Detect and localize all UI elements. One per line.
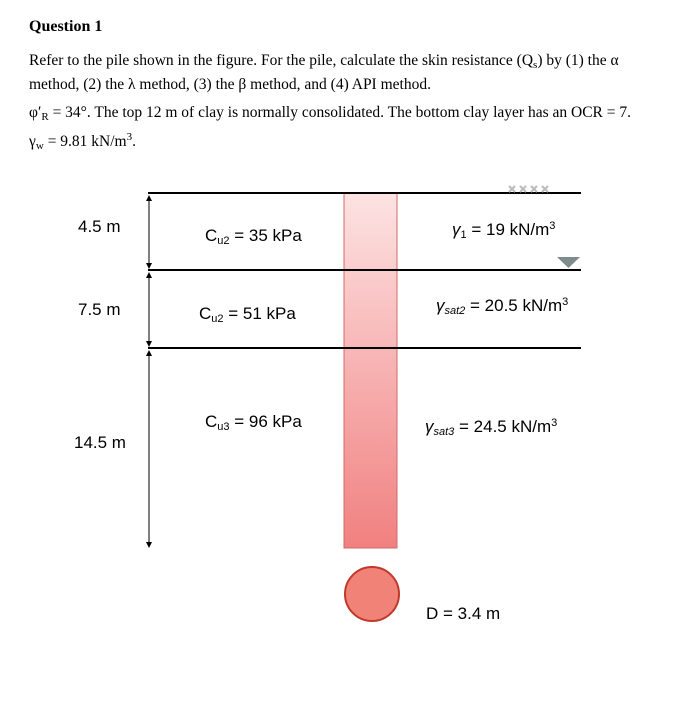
friction-angle-text: = 34°. The top 12 m of clay is normally consolidated. The bottom clay layer has an OCR = 7.: [48, 104, 631, 121]
friction-angle-subscript: R: [41, 111, 49, 123]
layer-3-cu-symbol: C: [205, 412, 218, 431]
layer-3-unit-weight: [425, 417, 557, 438]
water-unit-weight-exponent: 3: [126, 131, 133, 143]
layer-1-cu-value: = 35 kPa: [229, 226, 302, 245]
layer-1-gamma-symbol: γ: [452, 220, 461, 239]
question-text-part2: ) by (1) the α method, (2) the λ method, (3) the β method, and (4) API method.: [29, 52, 619, 93]
layer-2-gamma-exponent: 3: [562, 296, 569, 308]
layer-2-gamma-symbol: γ: [436, 296, 445, 315]
question-title: Question 1: [29, 18, 103, 35]
water-unit-weight-period: .: [132, 133, 136, 150]
layer-2-thickness: 7.5 m: [78, 300, 121, 319]
layer-3-thickness: 14.5 m: [74, 433, 126, 452]
layer-1-thickness: 4.5 m: [78, 217, 121, 236]
layer-1-unit-weight: [452, 220, 555, 241]
layer-1-cu-symbol: C: [205, 226, 218, 245]
ground-hatch: [509, 186, 548, 192]
layer-3-cu-subscript: u3: [217, 421, 230, 433]
layer-3-gamma-value: = 24.5 kN/m: [454, 417, 552, 436]
layer-1-cu: [205, 226, 302, 247]
water-unit-weight-symbol: γ: [29, 133, 36, 150]
layer-3-cu: [205, 412, 302, 433]
layer-1-gamma-exponent: 3: [549, 220, 556, 232]
water-unit-weight-subscript: w: [35, 140, 44, 152]
layer-1-gamma-value: = 19 kN/m: [466, 220, 550, 239]
friction-angle-symbol: φ′: [29, 104, 42, 121]
layer-2-cu-value: = 51 kPa: [223, 304, 296, 323]
layer-3-gamma-symbol: γ: [425, 417, 434, 436]
layer-2-unit-weight: [436, 296, 568, 317]
water-table-icon: [557, 257, 580, 268]
layer-1-cu-subscript: u2: [217, 235, 230, 247]
pile-diameter-label: D = 3.4 m: [426, 604, 501, 623]
layer-3-cu-value: = 96 kPa: [229, 412, 302, 431]
layer-2-gamma-subscript: sat2: [444, 305, 466, 317]
layer-3-gamma-exponent: 3: [551, 417, 558, 429]
layer-3-gamma-subscript: sat3: [433, 426, 455, 438]
water-unit-weight-value: = 9.81 kN/m: [43, 133, 127, 150]
layer-2-cu-subscript: u2: [211, 313, 224, 325]
pile-cross-section: [345, 567, 399, 621]
layer-2-cu: [199, 304, 296, 325]
layer-2-gamma-value: = 20.5 kN/m: [465, 296, 563, 315]
layer-1-gamma-subscript: 1: [460, 229, 467, 241]
skin-resistance-subscript: s: [533, 59, 538, 71]
layer-2-cu-symbol: C: [199, 304, 212, 323]
question-text-part1: Refer to the pile shown in the figure. For the pile, calculate the skin resistance (Q: [29, 52, 534, 69]
pile-shaft: [344, 193, 397, 548]
